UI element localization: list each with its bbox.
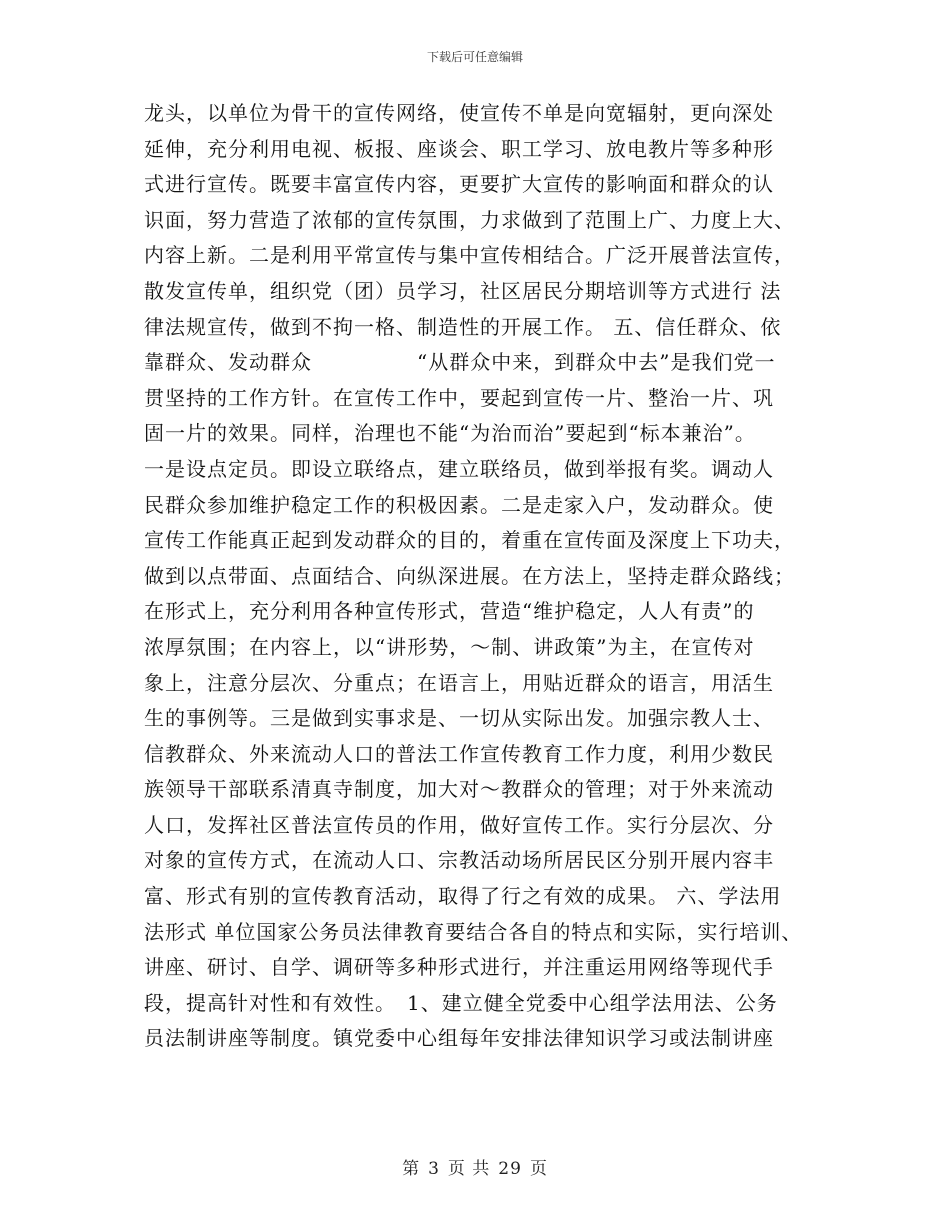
text-line: 律法规宣传，做到不拘一格、制造性的开展工作。 五、信任群众、依 [144, 314, 782, 339]
text-line: 宣传工作能真正起到发动群众的目的，着重在宣传面及深度上下功夫， [144, 528, 795, 553]
text-line: 浓厚氛围；在内容上，以“讲形势，～制、讲政策”为主，在宣传对 [144, 634, 755, 659]
text-line: 散发宣传单，组织党（团）员学习，社区居民分期培训等方式进行 法 [144, 278, 782, 303]
page-header: 下载后可任意编辑 [426, 50, 523, 64]
text-line: 生的事例等。三是做到实事求是、一切从实际出发。加强宗教人士、 [144, 706, 774, 731]
text-line: 族领导干部联系清真寺制度，加大对～教群众的管理；对于外来流动 [144, 777, 774, 802]
text-line: 识面，努力营造了浓郁的宣传氛围，力求做到了范围上广、力度上大、 [144, 207, 795, 232]
text-line: 一是设点定员。即设立联络点，建立联络员，做到举报有奖。调动人 [144, 456, 774, 481]
text-line: 富、形式有别的宣传教育活动，取得了行之有效的成果。 六、学法用 [144, 884, 782, 909]
text-line: 内容上新。二是利用平常宣传与集中宣传相结合。广泛开展普法宣传， [144, 243, 795, 268]
text-line: 在形式上，充分利用各种宣传形式，营造“维护稳定，人人有责”的 [144, 599, 755, 624]
text-line: 式进行宣传。既要丰富宣传内容，更要扩大宣传的影响面和群众的认 [144, 172, 774, 197]
text-line: 信教群众、外来流动人口的普法工作宣传教育工作力度，利用少数民 [144, 741, 774, 766]
text-line: 员法制讲座等制度。镇党委中心组每年安排法律知识学习或法制讲座 [144, 1026, 774, 1051]
current-page-number: 3 [428, 1159, 440, 1179]
text-line: 讲座、研讨、自学、调研等多种形式进行，并注重运用网络等现代手 [144, 955, 774, 980]
text-line: 象上，注意分层次、分重点；在语言上，用贴近群众的语言，用活生 [144, 670, 774, 695]
document-body [144, 96, 824, 1057]
text-line: 做到以点带面、点面结合、向纵深进展。在方法上，坚持走群众路线； [144, 563, 795, 588]
text-line: 靠群众、发动群众 “从群众中来，到群众中去”是我们党一 [144, 350, 776, 375]
page-footer [0, 1154, 950, 1179]
text-line: 贯坚持的工作方针。在宣传工作中，要起到宣传一片、整治一片、巩 [144, 385, 774, 410]
text-line: 民群众参加维护稳定工作的积极因素。二是走家入户，发动群众。使 [144, 492, 774, 517]
text-line: 延伸，充分利用电视、板报、座谈会、职工学习、放电教片等多种形 [144, 136, 774, 161]
footer-suffix: 页 [529, 1159, 548, 1179]
footer-prefix: 第 [402, 1159, 421, 1179]
text-line: 固一片的效果。同样，治理也不能“为治而治”要起到“标本兼治”。 [144, 421, 756, 446]
footer-middle: 页 共 [447, 1159, 491, 1179]
text-line: 段，提高针对性和有效性。 1、建立健全党委中心组学法用法、公务 [144, 990, 778, 1015]
text-line: 龙头，以单位为骨干的宣传网络，使宣传不单是向宽辐射，更向深处 [144, 101, 774, 125]
text-line: 对象的宣传方式，在流动人口、宗教活动场所居民区分别开展内容丰 [144, 848, 774, 873]
text-line: 法形式 单位国家公务员法律教育要结合各自的特点和实际，实行培训、 [144, 919, 803, 944]
total-pages-number: 29 [498, 1159, 522, 1179]
text-line: 人口，发挥社区普法宣传员的作用，做好宣传工作。实行分层次、分 [144, 812, 774, 837]
